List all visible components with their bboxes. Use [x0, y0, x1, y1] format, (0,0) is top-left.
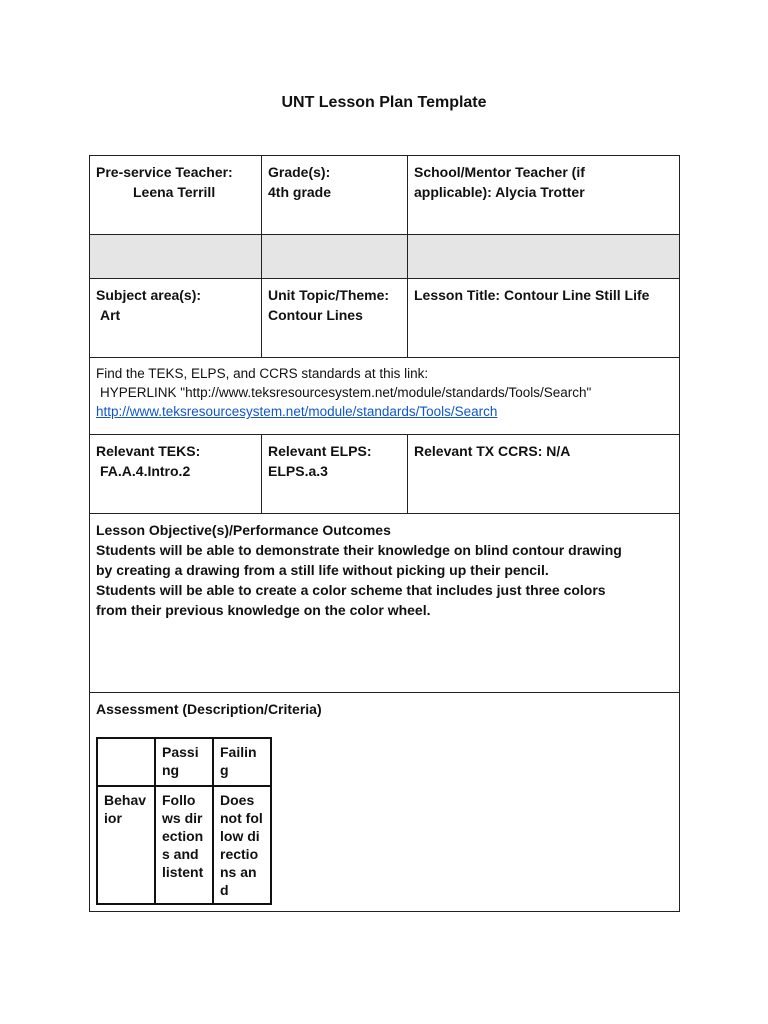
objective-line: from their previous knowledge on the color wheel. [96, 602, 431, 618]
elps-label: Relevant ELPS: [268, 443, 372, 459]
assessment-rubric-table [96, 737, 272, 905]
elps-cell [262, 435, 408, 514]
objectives-cell [90, 514, 680, 693]
grade-label: Grade(s): [268, 164, 331, 180]
shaded-row [90, 235, 680, 279]
rubric-behavior-row [97, 786, 271, 904]
unit-value: Contour Lines [268, 307, 363, 323]
school-cell [408, 156, 680, 235]
lesson-title: Lesson Title: Contour Line Still Life [414, 287, 650, 303]
subject-label: Subject area(s): [96, 287, 202, 303]
unit-cell [262, 279, 408, 358]
subject-row [90, 279, 680, 358]
subject-cell [90, 279, 262, 358]
grade-cell [262, 156, 408, 235]
standards-instruction: Find the TEKS, ELPS, and CCRS standards at this link: [96, 366, 429, 381]
ccrs-text: Relevant TX CCRS: N/A [414, 443, 571, 459]
teks-cell [90, 435, 262, 514]
relevant-standards-row [90, 435, 680, 514]
grade-value: 4th grade [268, 184, 332, 200]
shaded-cell-3 [408, 235, 680, 279]
shaded-cell-1 [90, 235, 262, 279]
standards-link[interactable]: http://www.teksresourcesystem.net/module/standards/Tools/Search [96, 404, 498, 419]
unit-label: Unit Topic/Theme: [268, 287, 390, 303]
objectives-row [90, 514, 680, 693]
rubric-row-label: Behavior [97, 786, 155, 904]
objective-line: by creating a drawing from a still life without picking up their pencil. [96, 562, 549, 578]
rubric-header-row [97, 738, 271, 786]
elps-value: ELPS.a.3 [268, 463, 328, 479]
objective-line: Students will be able to demonstrate their knowledge on blind contour drawing [96, 542, 622, 558]
assessment-heading: Assessment (Description/Criteria) [96, 701, 322, 717]
rubric-corner-cell [97, 738, 155, 786]
school-label: School/Mentor Teacher (if [414, 164, 585, 180]
page-title: UNT Lesson Plan Template [281, 94, 487, 111]
objectives-heading: Lesson Objective(s)/Performance Outcomes [96, 522, 391, 538]
rubric-col-failing: Failing [213, 738, 271, 786]
shaded-cell-2 [262, 235, 408, 279]
lesson-title-cell [408, 279, 680, 358]
assessment-cell [90, 693, 680, 912]
lesson-plan-table [89, 155, 680, 912]
standards-cell [90, 358, 680, 435]
rubric-failing-cell: Does not follow directions and [213, 786, 271, 904]
teacher-name: Leena Terrill [133, 184, 216, 200]
subject-value: Art [100, 307, 121, 323]
ccrs-cell [408, 435, 680, 514]
objective-line: Students will be able to create a color scheme that includes just three colors [96, 582, 606, 598]
teacher-cell [90, 156, 262, 235]
rubric-col-passing: Passing [155, 738, 213, 786]
teacher-info-row [90, 156, 680, 235]
rubric-passing-cell: Follows directions and listent [155, 786, 213, 904]
teks-value: FA.A.4.Intro.2 [100, 463, 191, 479]
school-value: applicable): Alycia Trotter [414, 184, 585, 200]
standards-hyperlink-field: HYPERLINK "http://www.teksresourcesystem.net/module/standards/Tools/Search" [100, 385, 592, 400]
standards-row [90, 358, 680, 435]
teacher-label: Pre-service Teacher: [96, 164, 233, 180]
teks-label: Relevant TEKS: [96, 443, 201, 459]
assessment-row [90, 693, 680, 912]
